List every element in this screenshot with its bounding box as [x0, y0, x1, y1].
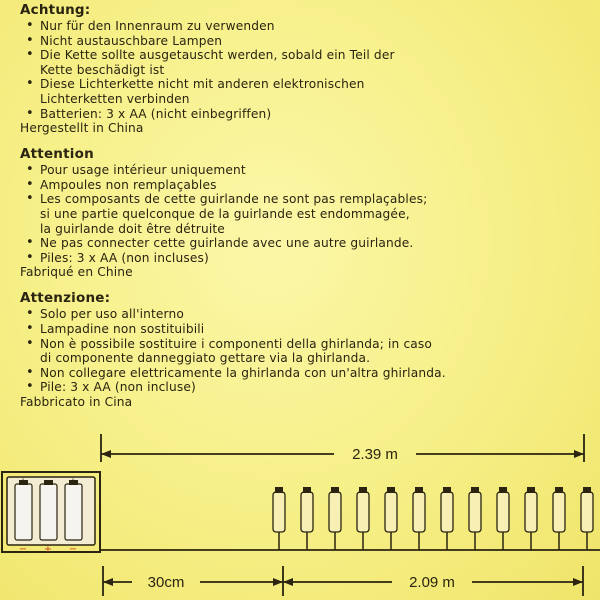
- arrowhead-right-icon: [273, 578, 283, 586]
- bulb-icon: [581, 487, 593, 550]
- list-item: • Die Kette sollte ausgetauscht werden, sobald ein Teil der Kette beschädigt ist: [24, 48, 595, 77]
- list-item: • Ne pas connecter cette guirlande avec une autre guirlande.: [24, 236, 595, 251]
- list-item: • Non è possibile sostituire i componenti della ghirlanda; in caso di componente danneggiato gettare via la ghirlanda.: [24, 337, 595, 366]
- light-chain-diagram: [0, 420, 600, 600]
- bulb-row: [273, 487, 593, 550]
- item-list-german: [20, 19, 595, 121]
- bulb-icon: [441, 487, 453, 550]
- list-item: • Non collegare elettricamente la ghirlanda con un'altra ghirlanda.: [24, 366, 595, 381]
- battery-icon: [40, 480, 57, 540]
- list-item: • Pour usage intérieur uniquement: [24, 163, 595, 178]
- arrowhead-right-icon: [573, 578, 583, 586]
- list-item: • Solo per uso all'interno: [24, 307, 595, 322]
- polarity-mark: +: [19, 477, 27, 487]
- lead-length-label: 30cm: [147, 574, 185, 591]
- battery-icon: [65, 480, 82, 540]
- bulb-icon: [553, 487, 565, 550]
- list-item: • Piles: 3 x AA (non incluses): [24, 251, 595, 266]
- arrowhead-right-icon: [574, 450, 584, 458]
- list-item: • Lampadine non sostituibili: [24, 322, 595, 337]
- bulb-icon: [301, 487, 313, 550]
- bulb-icon: [273, 487, 285, 550]
- list-item: • Batterien: 3 x AA (nicht einbegriffen): [24, 107, 595, 122]
- arrowhead-left-icon: [101, 450, 111, 458]
- arrowhead-left-icon: [103, 578, 113, 586]
- section-title-german: Achtung:: [20, 2, 91, 18]
- polarity-mark: −: [18, 544, 28, 555]
- arrowhead-left-icon: [283, 578, 293, 586]
- bulb-icon: [469, 487, 481, 550]
- polarity-mark: −: [44, 477, 52, 487]
- bulb-icon: [413, 487, 425, 550]
- section-title-italian: Attenzione:: [20, 290, 111, 307]
- item-list-french: [20, 163, 595, 265]
- list-item: • Diese Lichterkette nicht mit anderen elektronischen Lichterketten verbinden: [24, 77, 595, 106]
- list-item: • Ampoules non remplaçables: [24, 178, 595, 193]
- bulb-icon: [357, 487, 369, 550]
- bulb-icon: [385, 487, 397, 550]
- warning-text-block: [20, 2, 595, 420]
- section-french: [20, 146, 595, 280]
- polarity-mark: +: [69, 477, 77, 487]
- list-item: • Nicht austauschbare Lampen: [24, 34, 595, 49]
- list-item: • Pile: 3 x AA (non incluse): [24, 380, 595, 395]
- total-length-label: 2.39 m: [352, 446, 398, 463]
- bulb-icon: [497, 487, 509, 550]
- list-item: • Nur für den Innenraum zu verwenden: [24, 19, 595, 34]
- section-title-french: Attention: [20, 146, 94, 163]
- polarity-mark: +: [43, 544, 53, 555]
- polarity-mark: −: [68, 544, 78, 555]
- section-german: [20, 2, 595, 136]
- made-in-german: Hergestellt in China: [20, 121, 144, 136]
- bulb-icon: [329, 487, 341, 550]
- item-list-italian: [20, 307, 595, 395]
- made-in-italian: Fabbricato in Cina: [20, 394, 133, 409]
- made-in-french: Fabriqué en Chine: [20, 265, 133, 280]
- bulb-icon: [525, 487, 537, 550]
- lit-length-label: 2.09 m: [409, 574, 455, 591]
- battery-icon: [15, 480, 32, 540]
- section-italian: [20, 290, 595, 410]
- list-item: • Les composants de cette guirlande ne sont pas remplaçables; si une partie quelconque de la guirlande est endommagée, la guirlande doit être détruite: [24, 192, 595, 236]
